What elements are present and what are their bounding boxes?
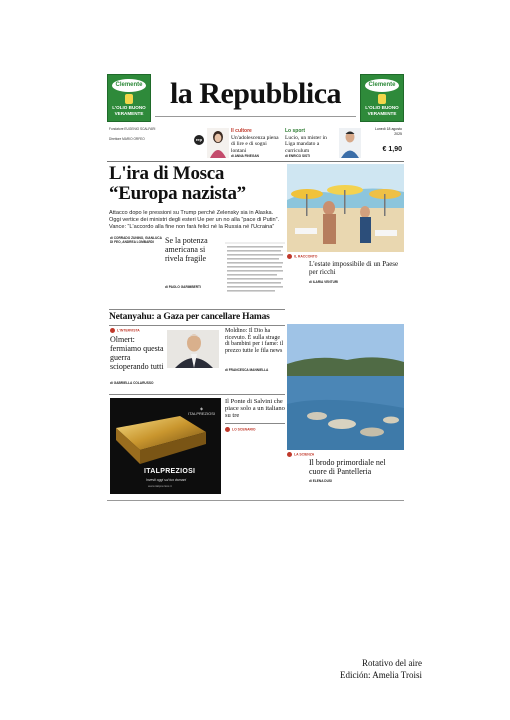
olive-oil-ad-left [107, 74, 151, 122]
section-rule [109, 394, 285, 395]
bullet-icon [225, 427, 230, 432]
estate-headline: L'estate impossibile di un Paese per ricchi [309, 260, 399, 276]
ad-corner-logo: ◈ ITALPREZIOSI [188, 406, 215, 416]
olmert-kicker [110, 328, 166, 333]
lead-body-column [110, 236, 162, 306]
commentary-byline: di PAOLO GARIMBERTI [165, 285, 201, 289]
olmert-interview[interactable] [110, 328, 166, 385]
ponte-kicker-text: LO SCENARIO [232, 427, 256, 431]
ad-tagline: Investi oggi sul tuo domani [146, 478, 187, 482]
issue-date: Lunedì 18 agosto 2025 [374, 127, 402, 136]
lead-headline-line1: L'ira di Mosca [109, 163, 225, 184]
brodo-kicker [287, 452, 404, 457]
teaser-sport[interactable] [285, 128, 337, 158]
olive-oil-ad-right [360, 74, 404, 122]
ponte-story[interactable] [225, 398, 285, 434]
estate-byline: di ILARIA VENTURI [309, 279, 339, 284]
teaser-photo-man [339, 128, 361, 158]
brodo-headline: Il brodo primordiale nel cuore di Pantelleria [309, 458, 386, 476]
estate-story[interactable] [287, 254, 404, 284]
ponte-headline: Il Ponte di Salvini che piace solo a un italiano su tre [225, 398, 285, 420]
brodo-story[interactable] [287, 452, 404, 483]
image-caption [340, 657, 422, 681]
staff-credits [109, 127, 157, 141]
olmert-headline: Olmert: fermiamo questa guerra scioperando tutti [110, 335, 164, 371]
italpreziosi-ad[interactable] [110, 398, 221, 494]
teaser-byline: di ENRICO SISTI [285, 154, 310, 158]
ad-brand-logo: Clemente [112, 79, 146, 92]
beach-photo [287, 164, 404, 252]
lead-headline-line2: “Europa nazista” [109, 183, 246, 204]
olmert-photo [167, 330, 219, 368]
bottle-icon [378, 94, 386, 104]
ponte-kicker [225, 427, 285, 432]
masthead-rule [155, 116, 356, 117]
ad-brand-logo: Clemente [365, 79, 399, 92]
section-rule [225, 423, 285, 424]
founder-line: Fondatore EUGENIO SCALFARI [109, 127, 156, 131]
footer-bar [107, 500, 404, 509]
newspaper-front-page [107, 72, 404, 512]
olmert-kicker-text: L'INTERVISTA [117, 328, 140, 333]
gaza-headline[interactable]: Netanyahu: a Gaza per cancellare Hamas [109, 312, 270, 322]
ad-brand: ITALPREZIOSI [144, 468, 196, 475]
teaser-title: Lucio, un mister in Liga mandato a curriculum [285, 134, 327, 154]
teaser-title: Un'adolescenza piena di lire e di sogni lontani [231, 134, 279, 154]
lead-column-text-block [225, 242, 285, 302]
top-strip [107, 124, 404, 162]
lead-subhead: Attacco dopo le pressioni su Trump perché Zelensky sia in Alaska. Oggi vertice dei ministri degli esteri Ue per un no alla “pace di Putin”. Vance: “L'accordo alla fine non farà felici né la Russia né l'Ucraina” [109, 210, 280, 230]
ad-corner-logo-text: ITALPREZIOSI [188, 411, 215, 416]
teaser-kicker: Lo sport [285, 128, 305, 134]
brodo-byline: di ELENA DUSI [309, 479, 332, 484]
olmert-byline: di GABRIELLA COLARUSSO [110, 381, 154, 385]
moldmem-headline: Moldino: Il Dio ha ricevuto. È sulla strage di bambini per i fame: il prezzo tutte le fila news [225, 328, 284, 354]
bullet-icon [287, 452, 292, 457]
estate-kicker-text: IL RACCONTO [294, 254, 318, 259]
caption-line-1: Rotativo del aire [362, 658, 422, 668]
section-rule [109, 325, 285, 326]
moldmem-story[interactable] [225, 328, 285, 372]
caption-line-2: Edición: Amelia Troisi [339, 670, 422, 680]
bullet-icon [287, 254, 292, 259]
teaser-photo-woman [207, 128, 229, 158]
teaser-culture[interactable] [231, 128, 283, 158]
estate-kicker [287, 254, 404, 259]
director-line: Direttore MARIO ORFEO [109, 136, 145, 141]
rep-logo: rep [194, 135, 204, 145]
bullet-icon [110, 328, 115, 333]
moldmem-byline: di FRANCESCA MANNIELLA [225, 368, 269, 373]
section-rule [109, 309, 285, 310]
pantelleria-lake-photo [287, 324, 404, 450]
commentary-headline[interactable] [165, 236, 221, 289]
issue-price: € 1,90 [382, 146, 402, 153]
commentary-headline-text: Se la potenza americana si rivela fragile [165, 236, 208, 263]
teaser-byline: di ANNA FINEGAN [231, 154, 259, 158]
bottle-icon [125, 94, 133, 104]
teaser-kicker: Il cultore [231, 128, 252, 134]
lead-headline[interactable] [109, 164, 285, 204]
ad-website: www.italpreziosi.it [148, 484, 172, 488]
ad-slogan: L'OLIO BUONO VERAMENTE [112, 105, 146, 116]
ad-slogan: L'OLIO BUONO VERAMENTE [365, 105, 399, 116]
lead-bylines: di CORRADO ZUNINO, GIANLUCA DI FEO, ANDREA LOMBARDI [110, 236, 162, 244]
brodo-kicker-text: LA SCIENZA [294, 452, 315, 457]
masthead: la Repubblica [169, 77, 342, 110]
